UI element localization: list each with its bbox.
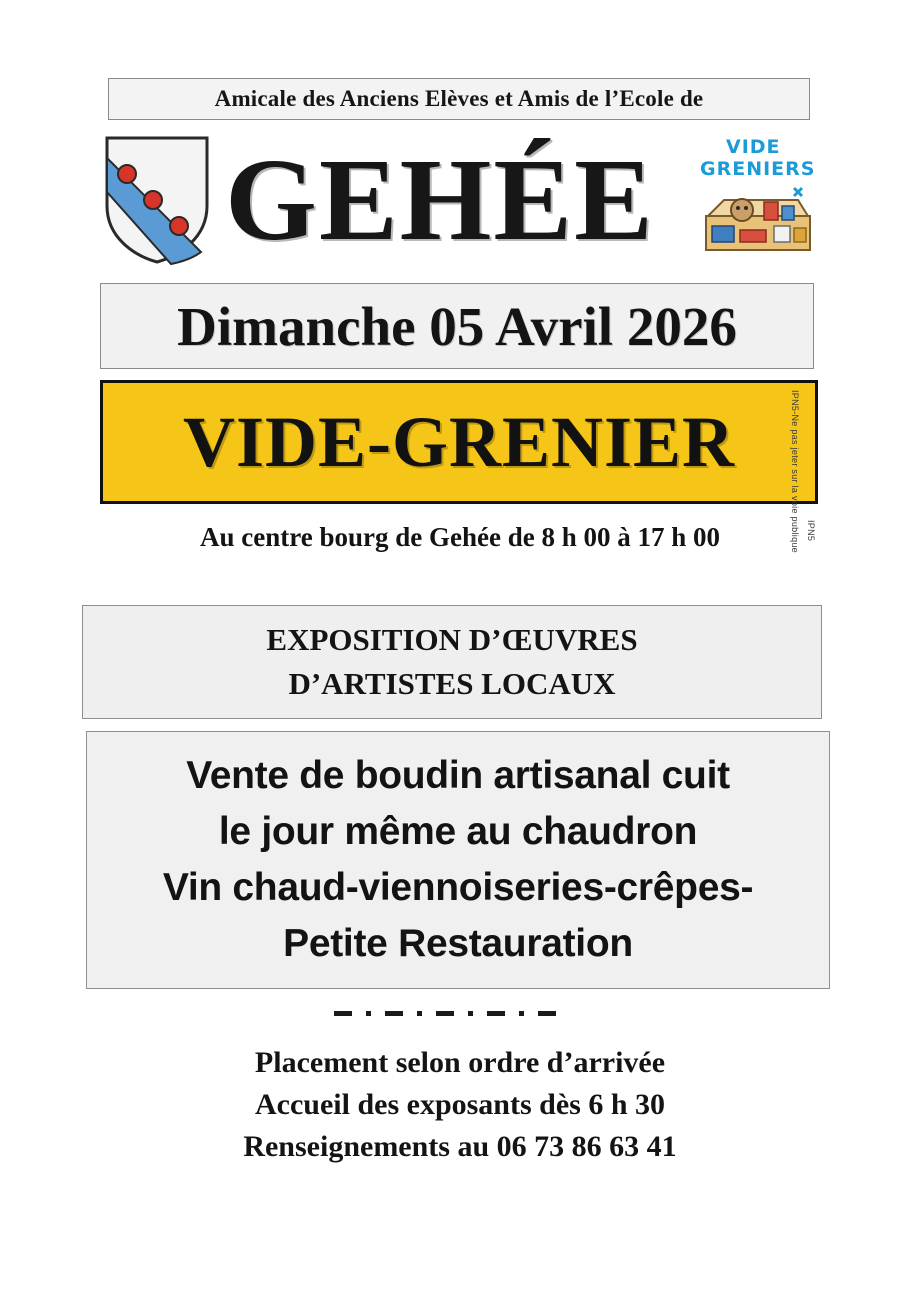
footer-line: Placement selon ordre d’arrivée	[254, 1046, 666, 1079]
event-type-banner	[100, 380, 818, 504]
dashed-separator	[334, 1010, 556, 1016]
side-notice-bottom: IPN5	[806, 520, 816, 542]
food-offer-box	[86, 731, 830, 989]
event-type-label: VIDE-GRENIER	[182, 401, 736, 482]
exposition-line: D’ARTISTES LOCAUX	[288, 666, 616, 701]
exposition-box	[82, 605, 822, 719]
side-notice-top: IPN5-Ne pas jeter sur la voie publique	[790, 390, 800, 553]
event-date-box	[100, 283, 814, 369]
footer-line: Accueil des exposants dès 6 h 30	[254, 1088, 666, 1121]
food-line: Vente de boudin artisanal cuit	[186, 754, 730, 797]
flea-market-stall-icon	[694, 182, 822, 262]
footer-info	[0, 1042, 920, 1168]
exposition-line: EXPOSITION D’ŒUVRES	[266, 622, 638, 657]
location-hours: Au centre bourg de Gehée de 8 h 00 à 17 h 00	[200, 522, 720, 552]
food-line: Petite Restauration	[283, 922, 633, 965]
logo-line-1: VIDE	[726, 136, 781, 158]
page-title: GEHÉE	[225, 134, 655, 265]
footer-line: Renseignements au 06 73 86 63 41	[243, 1130, 677, 1163]
vide-greniers-logo	[694, 132, 822, 262]
event-date: Dimanche 05 Avril 2026	[177, 295, 737, 357]
logo-line-2: GRENIERS	[700, 158, 816, 180]
food-line: le jour même au chaudron	[218, 810, 698, 853]
association-header-box	[108, 78, 810, 120]
association-name: Amicale des Anciens Elèves et Amis de l’Ecole de	[214, 86, 704, 111]
food-line: Vin chaud-viennoiseries-crêpes-	[162, 866, 754, 909]
